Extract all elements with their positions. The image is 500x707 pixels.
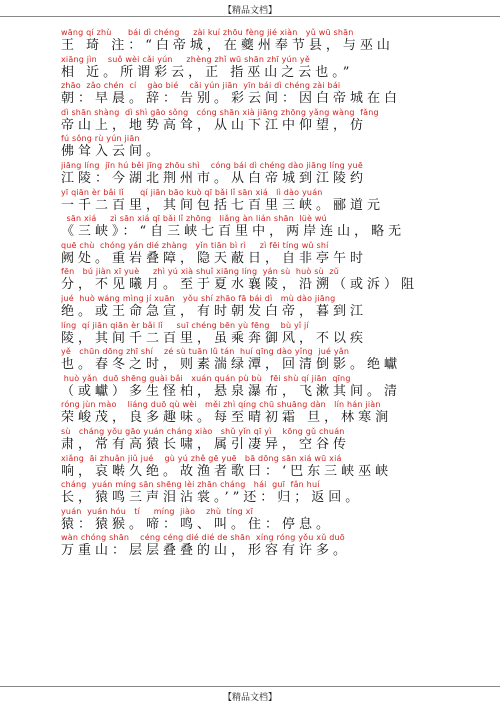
text-line — [61, 347, 451, 374]
chinese-text: 荣峻茂，良多趣味。每至晴初霜 旦，林寒涧 — [61, 410, 393, 426]
pinyin-annotation: huò yǎn duō shēng guài bǎi xuán quán pù bù fēi shù qí jiān qīng — [61, 373, 351, 383]
pinyin-annotation: fēn bú jiàn xī yuè zhì yú xià shuǐ xiāng líng yán sù huò sù zǔ — [61, 267, 340, 277]
text-line — [61, 134, 451, 161]
text-line — [61, 267, 451, 294]
footer-divider — [0, 686, 500, 687]
pinyin-annotation: yuán yuán hóu tí míng jiào zhù tíng xī — [61, 506, 254, 516]
chinese-text: 陵，其间千二百里，虽乘奔御风，不以疾 — [61, 330, 368, 346]
chinese-text: 一千二百里，其间包括七百里三峡。郦道元 — [61, 197, 385, 213]
text-line — [61, 161, 451, 188]
text-line — [61, 507, 451, 534]
text-line — [61, 294, 451, 321]
text-line — [61, 533, 451, 560]
text-line — [61, 214, 451, 241]
chinese-text: 万重山：层层叠叠的山，形容有许多。 — [61, 543, 351, 559]
chinese-text: 帝山上，地势高耸，从山下江中仰望，仿 — [61, 117, 368, 133]
chinese-text: 江陵：今湖北荆州市。从白帝城到江陵约 — [61, 170, 368, 186]
text-line — [61, 480, 451, 507]
chinese-text: （或巘）多生怪柏，悬泉瀑布，飞漱其间。清 — [61, 383, 402, 399]
text-line — [61, 28, 451, 55]
chinese-text: 响，哀啭久绝。故渔者歌曰：‘巴东三峡巫峡 — [61, 463, 393, 479]
pinyin-annotation: jiāng líng jīn hú běi jīng zhōu shì cóng bái dì chéng dào jiāng líng yuē — [61, 160, 363, 170]
chinese-text: 王 琦 注：“白帝城，在夔州奉节县，与巫山 — [61, 38, 394, 53]
text-line — [61, 427, 451, 454]
text-line — [61, 241, 451, 268]
chinese-text: 朝：早晨。辞：告别。彩云间：因白帝城在白 — [61, 91, 402, 107]
document-footer: 【精品文档】 — [222, 693, 277, 703]
pinyin-annotation: jué huò wáng mìng jí xuān yǒu shí zhāo fā bái dì mù dào jiāng — [61, 293, 336, 303]
chinese-text: 也。春冬之时，则素湍绿潭，回清倒影。绝巘 — [61, 357, 402, 373]
pinyin-annotation: xiǎng āi zhuǎn jiǔ jué gù yú zhě gē yuē bā dōng sān xiá wū xiá — [61, 453, 342, 463]
text-line — [61, 454, 451, 481]
header-divider — [0, 16, 500, 17]
text-line — [61, 374, 451, 401]
chinese-text: 佛耸入云间。 — [61, 144, 164, 160]
text-line — [61, 108, 451, 135]
chinese-text: 肃，常有高猿长啸，属引凄异，空谷传 — [61, 436, 351, 452]
chinese-text: 绝。或王命急宣，有时朝发白帝，暮到江 — [61, 303, 368, 319]
document-header: 【精品文档】 — [222, 6, 277, 16]
chinese-text: 阙处。重岩叠障，隐天蔽日，自非亭午时 — [61, 250, 368, 266]
pinyin-annotation: zhāo zǎo chén cí gào bié cǎi yún jiān yīn bái dì chéng zài bái — [61, 81, 341, 91]
pinyin-annotation: fú sǒng rù yún jiān — [61, 134, 140, 144]
annotated-text-body — [61, 28, 451, 560]
text-line — [61, 81, 451, 108]
chinese-text: 长，猿鸣三声泪沾裳。’”还：归；返回。 — [61, 490, 363, 506]
pinyin-annotation: sān xiá zì sān xiá qī bǎi lǐ zhōng liǎng àn lián shān lüè wú — [61, 214, 327, 224]
pinyin-annotation: xiāng jìn suǒ wèi cǎi yún zhèng zhǐ wū shān zhī yún yě — [61, 54, 310, 64]
pinyin-annotation: wàn chóng shān céng céng dié dié de shān xíng róng yǒu xǔ duō — [61, 533, 345, 543]
pinyin-annotation: yī qiān èr bǎi lǐ qí jiān bāo kuò qī bǎi lǐ sān xiá lì dào yuán — [61, 187, 323, 197]
pinyin-annotation: sù cháng yǒu gāo yuán cháng xiào shǔ yǐn qī yì kōng gǔ chuán — [61, 426, 345, 436]
chinese-text: 猿：猿猴。啼：鸣、叫。住：停息。 — [61, 516, 334, 532]
chinese-text: 分，不见曦月。至于夏水襄陵，沿溯（或泝）阻 — [61, 277, 419, 293]
text-line — [61, 400, 451, 427]
chinese-text: 《三峡》：“自三峡七百里中，两岸连山，略无 — [61, 224, 406, 240]
pinyin-annotation: yě chūn dōng zhī shí zé sù tuān lǜ tán huí qīng dào yǐng jué yǎn — [61, 347, 350, 357]
text-line — [61, 321, 451, 348]
pinyin-annotation: róng jùn mào liáng duō qù wèi měi zhì qíng chū shuāng dàn lín hán jiàn — [61, 400, 381, 410]
pinyin-annotation: dì shān shàng dì shì gāo sǒng cóng shān xià jiāng zhōng yǎng wàng fǎng — [61, 107, 379, 117]
pinyin-annotation: wāng qí zhù bái dì chéng zài kuí zhōu fèng jié xiàn yǔ wū shān — [61, 28, 354, 37]
text-line — [61, 188, 451, 215]
pinyin-annotation: líng qí jiān qiān èr bǎi lǐ suī chéng bēn yù fēng bù yǐ jí — [61, 320, 309, 330]
chinese-text: 相 近。所谓彩云，正 指巫山之云也。” — [61, 64, 354, 80]
pinyin-annotation: quē chù chóng yán dié zhàng yǐn tiān bì rì zì fēi tíng wǔ shí — [61, 240, 329, 250]
pinyin-annotation: cháng yuán míng sān shēng lèi zhān cháng hái guī fǎn huí — [61, 480, 320, 490]
text-line — [61, 55, 451, 82]
